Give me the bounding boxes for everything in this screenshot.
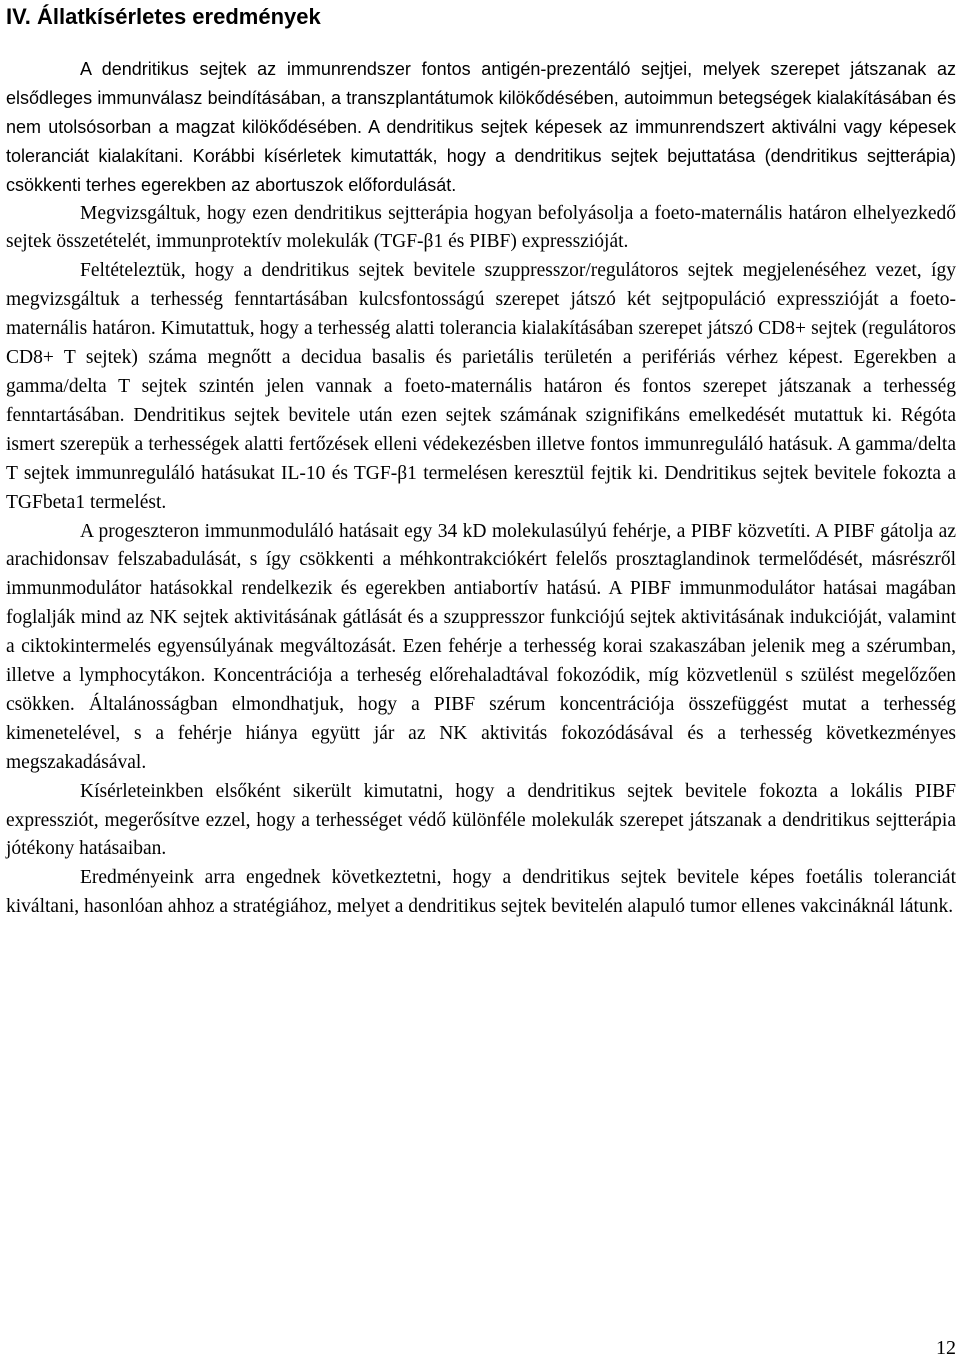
paragraph-6: Eredményeink arra engednek következtetni, hogy a dendritikus sejtek bevitele képes foetális toleranciát kiváltani, hasonlóan ahhoz a stratégiához, melyet a dendritikus sejtek bevitelén alapuló tumor ellenes vakcináknál látunk. [6,867,956,918]
paragraph-4: A progeszteron immunmoduláló hatásait egy 34 kD molekulasúlyú fehérje, a PIBF közvetíti. A PIBF gátolja az arachidonsav felszabadulását, s így csökkenti a méhkontrakciókért felelős prosztaglandinok termelődését, másrészről immunmodulátor hatásokkal rendelkezik és egerekben antiabortív hatású. A PIBF immunmodulátor hatásai magában foglalják mind az NK sejtek aktivitásának gátlását és a szuppresszor funkciójú sejtek aktivitásának indukcióját, valamint a ciktokintermelés egyensúlyának megváltozását. Ezen fehérje a terhesség korai szakaszában jelenik meg a szérumban, illetve a lymphocytákon. Koncentrációja a terheség előrehaladtával fokozódik, míg közvetlenül s szülést megelőzően csökken. Általánosságban elmondhatjuk, hogy a PIBF szérum koncentrációja összefüggést mutat a terhesség kimenetelével, s a fehérje hiánya együtt jár az NK aktivitás fokozódásával és a terhesség következményes megszakadásával. [6,520,956,773]
paragraph-1: A dendritikus sejtek az immunrendszer fontos antigén-prezentáló sejtjei, melyek szerepet játszanak az elsődleges immunválasz beindításában, a transzplantátumok kilökődésében, autoimmun betegségek kialakításában és nem utolsósorban a magzat kilökődésében. A dendritikus sejtek képesek az immunrendszert aktiválni vagy képesek toleranciát kialakítani. Korábbi kísérletek kimutatták, hogy a dendritikus sejtek bejuttatása (dendritikus sejtterápia) csökkenti terhes egerekben az abortuszok előfordulását. [6,59,956,195]
paragraph-2: Megvizsgáltuk, hogy ezen dendritikus sejtterápia hogyan befolyásolja a foeto-maternális határon elhelyezkedő sejtek összetételét, immunprotektív molekulák (TGF-β1 és PIBF) expresszióját. [6,202,956,253]
paragraph-5: Kísérleteinkben elsőként sikerült kimutatni, hogy a dendritikus sejtek bevitele fokozta a lokális PIBF expressziót, megerősítve ezzel, hogy a terhességet védő különféle molekulák szerepet játszanak a dendritikus sejtterápia jótékony hatásaiban. [6,780,956,860]
page-number: 12 [936,1337,956,1359]
paragraph-3: Feltételeztük, hogy a dendritikus sejtek bevitele szuppresszor/regulátoros sejtek megjelenéséhez vezet, így megvizsgáltuk a terhesség fenntartásában kulcsfontosságú szerepet játszó két sejtpopuláció expresszióját a foeto-maternális határon. Kimutattuk, hogy a terhesség alatti tolerancia kialakításában szerepet játszó CD8+ sejtek (regulátoros CD8+ T sejtek) száma megnőtt a decidua basalis és parietális területén a perifériás vérhez képest. Egerekben a gamma/delta T sejtek szintén jelen vannak a foeto-maternális határon és fontos szerepet játszanak a terhesség fenntartásában. Dendritikus sejtek bevitele után ezen sejtek számának szignifikáns emelkedését mutattuk ki. Régóta ismert szerepük a terhességek alatti fertőzések elleni védekezésben illetve fontos immunreguláló hatásuk. A gamma/delta T sejtek immunreguláló hatásukat IL-10 és TGF-β1 termelésen keresztül fejtik ki. Dendritikus sejtek bevitele fokozta a TGFbeta1 termelést. [6,260,956,513]
section-heading: IV. Állatkísérletes eredmények [6,4,321,29]
body-text [6,55,956,922]
